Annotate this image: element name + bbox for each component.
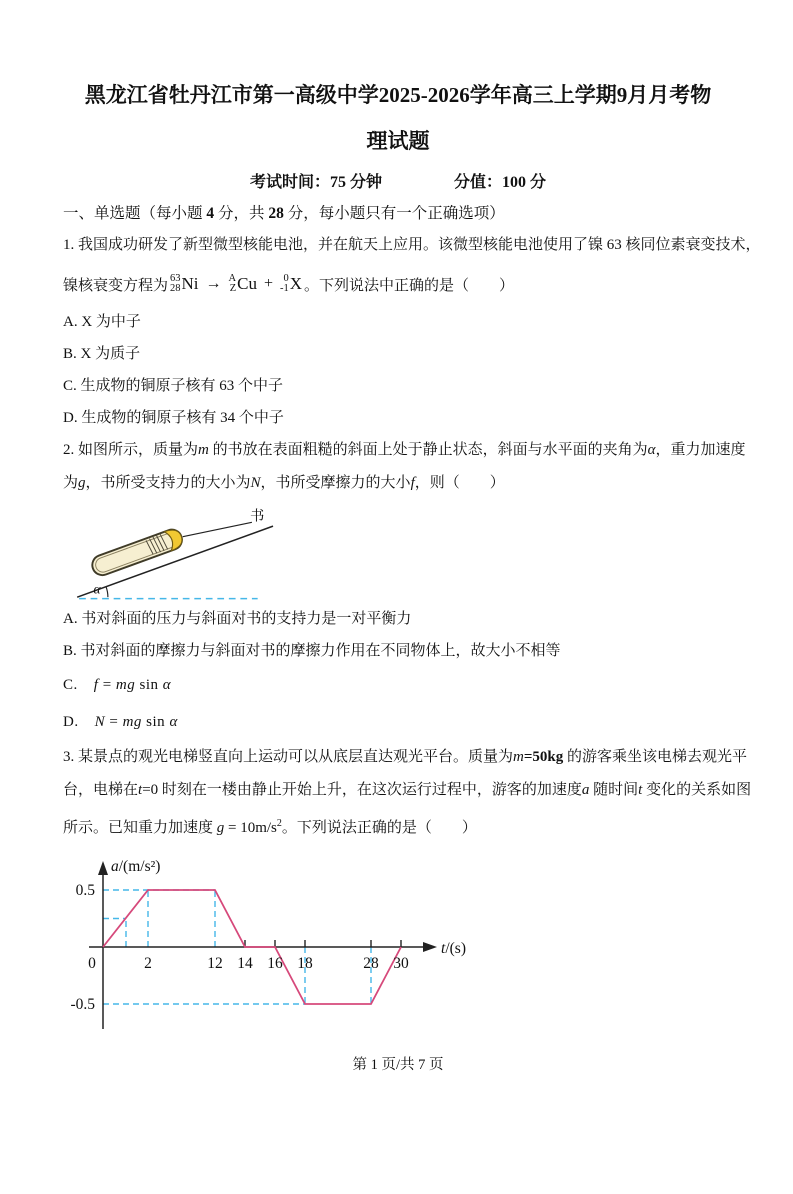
exam-title (15, 72, 781, 164)
exam-total-score: 分值：100 分 (454, 174, 547, 191)
exam-title-line2: 理试题 (366, 129, 430, 153)
q2-option-d: D. N = mg sin α (63, 714, 178, 730)
nuclide-copper (229, 274, 257, 295)
angle-arc (106, 587, 108, 597)
plus-sign: + (263, 275, 273, 292)
x-symbol: X (289, 274, 303, 293)
svg-text:2: 2 (144, 955, 152, 972)
q3-text-line3: 所示。已知重力加速度 $g = 10m/s^2$。下列说法正确的是（ ） (63, 818, 477, 836)
nickel-scripts (170, 274, 181, 295)
q1-option-a: A. X 为中子 (63, 314, 141, 330)
svg-text:12: 12 (207, 955, 223, 972)
q1-equation-line (63, 262, 733, 306)
copper-symbol: Cu (237, 274, 257, 293)
book-shape (89, 527, 184, 578)
q1-text-line1: 1. 我国成功研发了新型微型核能电池，并在航天上应用。该微型核能电池使用了镍 63 核同位素衰变技术， (63, 237, 761, 253)
svg-text:14: 14 (237, 955, 253, 972)
q2-option-c: C. f = mg sin α (63, 677, 172, 693)
copper-atomic-number: Z (229, 283, 237, 294)
svg-text:16: 16 (267, 955, 283, 972)
nickel-symbol: Ni (181, 274, 199, 293)
exam-page (0, 72, 793, 1074)
x-atomic-number: -1 (279, 283, 289, 294)
svg-text:28: 28 (363, 955, 379, 972)
q3-text-line1: 3. 某景点的观光电梯竖直向上运动可以从底层直达观光平台。质量为m=50kg 的游客乘坐该电梯去观光平 (63, 749, 748, 765)
reaction-arrow: → (205, 275, 222, 292)
svg-text:0.5: 0.5 (75, 882, 95, 899)
q1-option-c: C. 生成物的铜原子核有 63 个中子 (63, 378, 284, 394)
q2-text-line1: 2. 如图所示，质量为m 的书放在表面粗糙的斜面上处于静止状态，斜面与水平面的夹角为α，重力加速度 (63, 442, 746, 458)
book-pointer-line (183, 522, 252, 536)
svg-text:18: 18 (297, 955, 313, 972)
page-number: 第 1 页/共 7 页 (352, 1057, 444, 1073)
q1-option-b: B. X 为质子 (63, 346, 141, 362)
q2-text-line2: 为g，书所受支持力的大小为N，书所受摩擦力的大小f，则（ ） (63, 475, 505, 491)
nickel-atomic-number: 28 (170, 283, 181, 294)
copper-scripts (229, 274, 237, 295)
q2-option-a: A. 书对斜面的压力与斜面对书的支持力是一对平衡力 (63, 611, 412, 627)
exam-info-line (63, 169, 733, 192)
copper-mass-number: A (228, 272, 237, 284)
q1-equation-suffix: 。下列说法中正确的是（ ） (304, 277, 515, 294)
incline-angle-label: α (93, 581, 101, 597)
x-mass-number: 0 (283, 272, 289, 284)
exam-duration: 考试时间：75 分钟 (249, 174, 382, 191)
acceleration-time-graph (63, 851, 508, 1037)
svg-text:t/(s): t/(s) (441, 940, 466, 957)
q2-option-b: B. 书对斜面的摩擦力与斜面对书的摩擦力作用在不同物体上，故大小不相等 (63, 643, 561, 659)
book-incline-figure (67, 505, 312, 601)
svg-text:a/(m/s²): a/(m/s²) (111, 858, 161, 875)
section-heading: 一、单选题（每小题 4 分，共 28 分，每小题只有一个正确选项） (63, 205, 505, 222)
nuclide-nickel (170, 274, 199, 295)
q1-option-d: D. 生成物的铜原子核有 34 个中子 (63, 410, 284, 426)
x-scripts (280, 274, 289, 295)
svg-text:-0.5: -0.5 (70, 996, 95, 1013)
q3-text-line2: 台，电梯在t=0 时刻在一楼由静止开始上升，在这次运行过程中，游客的加速度a 随时间t 变化的关系如图 (63, 782, 752, 798)
exam-title-line1: 黑龙江省牡丹江市第一高级中学2025-2026学年高三上学期9月月考物 (84, 83, 712, 107)
nuclide-x (280, 274, 302, 295)
nickel-mass-number: 63 (170, 272, 181, 284)
book-label: 书 (249, 508, 265, 525)
svg-text:0: 0 (88, 955, 96, 972)
q1-equation-prefix: 镍核衰变方程为 (63, 277, 169, 294)
svg-text:30: 30 (393, 955, 409, 972)
